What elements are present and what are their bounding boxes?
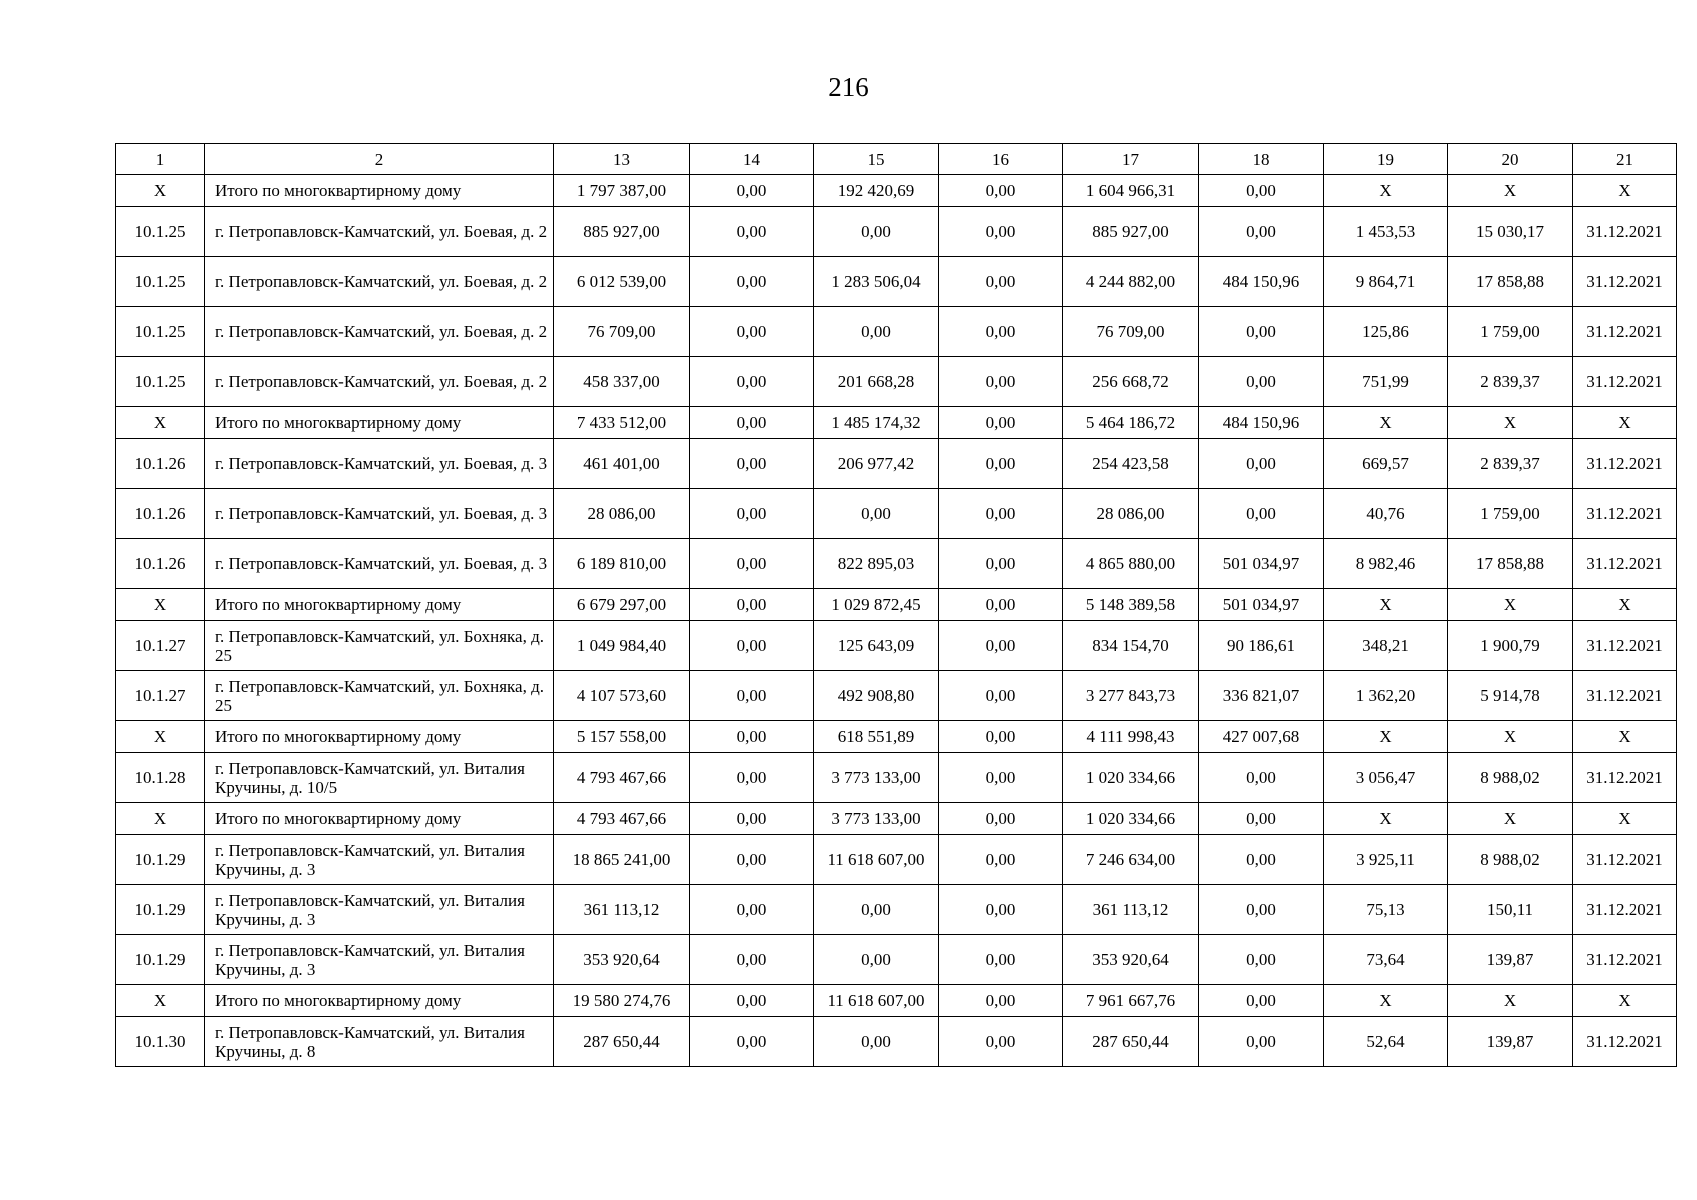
table-cell-col-20: Х: [1448, 175, 1573, 207]
table-cell-col-15: 0,00: [814, 207, 939, 257]
table-cell-col-15: 822 895,03: [814, 539, 939, 589]
table-cell-col-16: 0,00: [939, 357, 1063, 407]
table-row: [116, 357, 1677, 407]
table-cell-col-13: 6 012 539,00: [554, 257, 690, 307]
table-cell-col-20: Х: [1448, 721, 1573, 753]
table-cell-col-16: 0,00: [939, 175, 1063, 207]
table-row: [116, 671, 1677, 721]
table-cell-col-1: 10.1.25: [116, 357, 205, 407]
table-cell-col-15: 11 618 607,00: [814, 985, 939, 1017]
table-cell-col-16: 0,00: [939, 985, 1063, 1017]
table-cell-col-16: 0,00: [939, 885, 1063, 935]
table-row: [116, 307, 1677, 357]
table-header-row: [116, 144, 1677, 175]
table-cell-col-16: 0,00: [939, 835, 1063, 885]
address-cell: г. Петропавловск-Камчатский, ул. Боевая, д. 2: [205, 257, 554, 307]
address-cell: г. Петропавловск-Камчатский, ул. Виталия Кручины, д. 3: [205, 835, 554, 885]
table-cell-col-14: 0,00: [690, 357, 814, 407]
page-number: 216: [828, 72, 869, 102]
table-cell-col-16: 0,00: [939, 935, 1063, 985]
table-cell-col-19: 3 056,47: [1324, 753, 1448, 803]
table-cell-col-17: 4 111 998,43: [1063, 721, 1199, 753]
table-cell-col-17: 254 423,58: [1063, 439, 1199, 489]
table-row: [116, 489, 1677, 539]
table-cell-col-13: 361 113,12: [554, 885, 690, 935]
total-label-cell: Итого по многоквартирному дому: [205, 407, 554, 439]
table-cell-col-18: 0,00: [1199, 439, 1324, 489]
table-cell-col-18: 0,00: [1199, 489, 1324, 539]
column-number-col-17: 17: [1063, 144, 1199, 175]
total-label-cell: Итого по многоквартирному дому: [205, 803, 554, 835]
column-number-col-15: 15: [814, 144, 939, 175]
table-cell-col-17: 3 277 843,73: [1063, 671, 1199, 721]
table-cell-col-19: Х: [1324, 985, 1448, 1017]
table-cell-col-19: 9 864,71: [1324, 257, 1448, 307]
column-number-col-1: 1: [116, 144, 205, 175]
column-number-col-19: 19: [1324, 144, 1448, 175]
table-cell-col-13: 353 920,64: [554, 935, 690, 985]
table-cell-col-14: 0,00: [690, 257, 814, 307]
table-cell-col-21: 31.12.2021: [1573, 671, 1677, 721]
column-number-col-20: 20: [1448, 144, 1573, 175]
table-cell-col-19: 75,13: [1324, 885, 1448, 935]
address-cell: г. Петропавловск-Камчатский, ул. Боевая, д. 3: [205, 439, 554, 489]
table-cell-col-15: 125 643,09: [814, 621, 939, 671]
table-row: [116, 935, 1677, 985]
table-cell-col-21: Х: [1573, 175, 1677, 207]
table-cell-col-1: Х: [116, 721, 205, 753]
table-cell-col-16: 0,00: [939, 307, 1063, 357]
table-cell-col-17: 353 920,64: [1063, 935, 1199, 985]
address-cell: г. Петропавловск-Камчатский, ул. Виталия Кручины, д. 8: [205, 1017, 554, 1067]
table-cell-col-15: 1 029 872,45: [814, 589, 939, 621]
address-cell: г. Петропавловск-Камчатский, ул. Виталия Кручины, д. 3: [205, 885, 554, 935]
table-cell-col-15: 11 618 607,00: [814, 835, 939, 885]
table-cell-col-1: 10.1.29: [116, 835, 205, 885]
table-cell-col-21: 31.12.2021: [1573, 1017, 1677, 1067]
table-cell-col-1: Х: [116, 175, 205, 207]
table-cell-col-13: 885 927,00: [554, 207, 690, 257]
address-cell: г. Петропавловск-Камчатский, ул. Виталия Кручины, д. 10/5: [205, 753, 554, 803]
table-cell-col-21: 31.12.2021: [1573, 621, 1677, 671]
table-cell-col-1: Х: [116, 803, 205, 835]
address-cell: г. Петропавловск-Камчатский, ул. Виталия Кручины, д. 3: [205, 935, 554, 985]
table-cell-col-18: 0,00: [1199, 753, 1324, 803]
table-cell-col-1: 10.1.30: [116, 1017, 205, 1067]
column-number-col-16: 16: [939, 144, 1063, 175]
table-cell-col-15: 1 485 174,32: [814, 407, 939, 439]
table-cell-col-13: 4 793 467,66: [554, 753, 690, 803]
table-cell-col-16: 0,00: [939, 753, 1063, 803]
table-cell-col-14: 0,00: [690, 439, 814, 489]
table-cell-col-13: 76 709,00: [554, 307, 690, 357]
table-cell-col-18: 0,00: [1199, 835, 1324, 885]
table-cell-col-19: 73,64: [1324, 935, 1448, 985]
table-cell-col-15: 3 773 133,00: [814, 803, 939, 835]
table-cell-col-20: Х: [1448, 589, 1573, 621]
table-cell-col-13: 4 107 573,60: [554, 671, 690, 721]
table-cell-col-14: 0,00: [690, 175, 814, 207]
table-cell-col-18: 0,00: [1199, 803, 1324, 835]
table-cell-col-14: 0,00: [690, 307, 814, 357]
table-cell-col-13: 7 433 512,00: [554, 407, 690, 439]
address-cell: г. Петропавловск-Камчатский, ул. Боевая, д. 2: [205, 207, 554, 257]
table-cell-col-17: 4 244 882,00: [1063, 257, 1199, 307]
table-row: [116, 539, 1677, 589]
table-cell-col-19: 40,76: [1324, 489, 1448, 539]
table-cell-col-19: 669,57: [1324, 439, 1448, 489]
table-cell-col-13: 5 157 558,00: [554, 721, 690, 753]
table-total-row: [116, 721, 1677, 753]
table-cell-col-18: 0,00: [1199, 357, 1324, 407]
table-cell-col-21: Х: [1573, 985, 1677, 1017]
table-cell-col-20: 2 839,37: [1448, 439, 1573, 489]
column-number-col-18: 18: [1199, 144, 1324, 175]
table-cell-col-20: Х: [1448, 407, 1573, 439]
total-label-cell: Итого по многоквартирному дому: [205, 985, 554, 1017]
table-cell-col-14: 0,00: [690, 489, 814, 539]
column-number-col-21: 21: [1573, 144, 1677, 175]
table-cell-col-17: 1 020 334,66: [1063, 753, 1199, 803]
table-row: [116, 885, 1677, 935]
table-cell-col-17: 7 961 667,76: [1063, 985, 1199, 1017]
table-cell-col-20: 8 988,02: [1448, 753, 1573, 803]
table-cell-col-20: 139,87: [1448, 1017, 1573, 1067]
table-cell-col-21: 31.12.2021: [1573, 257, 1677, 307]
table-total-row: [116, 803, 1677, 835]
table-cell-col-20: 17 858,88: [1448, 257, 1573, 307]
table-cell-col-19: 751,99: [1324, 357, 1448, 407]
table-cell-col-18: 0,00: [1199, 207, 1324, 257]
total-label-cell: Итого по многоквартирному дому: [205, 175, 554, 207]
table-cell-col-17: 4 865 880,00: [1063, 539, 1199, 589]
table-cell-col-19: Х: [1324, 407, 1448, 439]
table-cell-col-18: 427 007,68: [1199, 721, 1324, 753]
table-total-row: [116, 589, 1677, 621]
table-cell-col-17: 5 148 389,58: [1063, 589, 1199, 621]
total-label-cell: Итого по многоквартирному дому: [205, 721, 554, 753]
table-cell-col-1: 10.1.27: [116, 621, 205, 671]
table-cell-col-17: 287 650,44: [1063, 1017, 1199, 1067]
table-cell-col-17: 7 246 634,00: [1063, 835, 1199, 885]
table-cell-col-18: 0,00: [1199, 935, 1324, 985]
table-cell-col-21: 31.12.2021: [1573, 753, 1677, 803]
table-cell-col-13: 1 049 984,40: [554, 621, 690, 671]
table-cell-col-16: 0,00: [939, 407, 1063, 439]
address-cell: г. Петропавловск-Камчатский, ул. Бохняка, д. 25: [205, 621, 554, 671]
table-cell-col-1: 10.1.25: [116, 257, 205, 307]
table-cell-col-14: 0,00: [690, 539, 814, 589]
table-cell-col-18: 501 034,97: [1199, 589, 1324, 621]
table-row: [116, 1017, 1677, 1067]
table-cell-col-21: Х: [1573, 803, 1677, 835]
table-cell-col-18: 0,00: [1199, 307, 1324, 357]
table-cell-col-14: 0,00: [690, 753, 814, 803]
table-cell-col-15: 0,00: [814, 307, 939, 357]
table-cell-col-19: 348,21: [1324, 621, 1448, 671]
table-cell-col-19: 1 362,20: [1324, 671, 1448, 721]
table-cell-col-16: 0,00: [939, 589, 1063, 621]
table-cell-col-14: 0,00: [690, 671, 814, 721]
table-cell-col-19: 3 925,11: [1324, 835, 1448, 885]
table-cell-col-13: 287 650,44: [554, 1017, 690, 1067]
table-cell-col-16: 0,00: [939, 439, 1063, 489]
table-cell-col-1: Х: [116, 589, 205, 621]
data-table: [115, 143, 1677, 1067]
table-cell-col-21: 31.12.2021: [1573, 307, 1677, 357]
table-cell-col-18: 0,00: [1199, 175, 1324, 207]
table-cell-col-1: 10.1.26: [116, 489, 205, 539]
table-cell-col-15: 3 773 133,00: [814, 753, 939, 803]
table-cell-col-16: 0,00: [939, 539, 1063, 589]
table-cell-col-13: 458 337,00: [554, 357, 690, 407]
address-cell: г. Петропавловск-Камчатский, ул. Боевая, д. 2: [205, 307, 554, 357]
table-cell-col-14: 0,00: [690, 589, 814, 621]
table-cell-col-19: 8 982,46: [1324, 539, 1448, 589]
table-row: [116, 257, 1677, 307]
column-number-col-13: 13: [554, 144, 690, 175]
table-cell-col-13: 19 580 274,76: [554, 985, 690, 1017]
table-cell-col-14: 0,00: [690, 935, 814, 985]
address-cell: г. Петропавловск-Камчатский, ул. Боевая, д. 3: [205, 489, 554, 539]
table-cell-col-1: Х: [116, 985, 205, 1017]
table-cell-col-1: 10.1.29: [116, 885, 205, 935]
table-cell-col-20: 17 858,88: [1448, 539, 1573, 589]
table-cell-col-20: 2 839,37: [1448, 357, 1573, 407]
table-cell-col-1: Х: [116, 407, 205, 439]
table-cell-col-1: 10.1.25: [116, 207, 205, 257]
table-cell-col-19: 1 453,53: [1324, 207, 1448, 257]
table-cell-col-18: 90 186,61: [1199, 621, 1324, 671]
table-cell-col-17: 256 668,72: [1063, 357, 1199, 407]
table-cell-col-18: 501 034,97: [1199, 539, 1324, 589]
table-cell-col-19: Х: [1324, 589, 1448, 621]
table-cell-col-14: 0,00: [690, 207, 814, 257]
table-cell-col-17: 28 086,00: [1063, 489, 1199, 539]
table-cell-col-20: Х: [1448, 985, 1573, 1017]
total-label-cell: Итого по многоквартирному дому: [205, 589, 554, 621]
table-cell-col-20: Х: [1448, 803, 1573, 835]
table-cell-col-15: 0,00: [814, 1017, 939, 1067]
table-cell-col-13: 4 793 467,66: [554, 803, 690, 835]
table-row: [116, 439, 1677, 489]
table-cell-col-1: 10.1.28: [116, 753, 205, 803]
table-cell-col-14: 0,00: [690, 1017, 814, 1067]
table-cell-col-13: 461 401,00: [554, 439, 690, 489]
table-cell-col-17: 1 020 334,66: [1063, 803, 1199, 835]
table-total-row: [116, 407, 1677, 439]
table-cell-col-18: 484 150,96: [1199, 407, 1324, 439]
table-cell-col-15: 1 283 506,04: [814, 257, 939, 307]
table-cell-col-1: 10.1.26: [116, 539, 205, 589]
table-cell-col-15: 192 420,69: [814, 175, 939, 207]
address-cell: г. Петропавловск-Камчатский, ул. Боевая, д. 3: [205, 539, 554, 589]
table-total-row: [116, 175, 1677, 207]
table-cell-col-13: 1 797 387,00: [554, 175, 690, 207]
table-cell-col-21: Х: [1573, 589, 1677, 621]
table-cell-col-20: 15 030,17: [1448, 207, 1573, 257]
table-cell-col-1: 10.1.29: [116, 935, 205, 985]
table-row: [116, 621, 1677, 671]
table-cell-col-20: 1 900,79: [1448, 621, 1573, 671]
table-cell-col-19: Х: [1324, 175, 1448, 207]
table-cell-col-18: 0,00: [1199, 885, 1324, 935]
table-cell-col-17: 885 927,00: [1063, 207, 1199, 257]
table-cell-col-14: 0,00: [690, 985, 814, 1017]
table-cell-col-16: 0,00: [939, 257, 1063, 307]
table-cell-col-14: 0,00: [690, 407, 814, 439]
table-cell-col-18: 336 821,07: [1199, 671, 1324, 721]
table-cell-col-14: 0,00: [690, 621, 814, 671]
table-cell-col-20: 1 759,00: [1448, 307, 1573, 357]
table-cell-col-16: 0,00: [939, 621, 1063, 671]
table-cell-col-13: 28 086,00: [554, 489, 690, 539]
table-cell-col-20: 1 759,00: [1448, 489, 1573, 539]
table-cell-col-13: 6 679 297,00: [554, 589, 690, 621]
table-cell-col-21: 31.12.2021: [1573, 207, 1677, 257]
table-cell-col-21: 31.12.2021: [1573, 935, 1677, 985]
table-cell-col-13: 18 865 241,00: [554, 835, 690, 885]
table-cell-col-1: 10.1.27: [116, 671, 205, 721]
table-cell-col-17: 834 154,70: [1063, 621, 1199, 671]
address-cell: г. Петропавловск-Камчатский, ул. Бохняка, д. 25: [205, 671, 554, 721]
table-cell-col-16: 0,00: [939, 1017, 1063, 1067]
table-cell-col-19: 52,64: [1324, 1017, 1448, 1067]
table-cell-col-16: 0,00: [939, 489, 1063, 539]
table-cell-col-21: 31.12.2021: [1573, 357, 1677, 407]
table-cell-col-15: 492 908,80: [814, 671, 939, 721]
table-cell-col-19: Х: [1324, 721, 1448, 753]
table-cell-col-15: 0,00: [814, 885, 939, 935]
table-cell-col-20: 150,11: [1448, 885, 1573, 935]
table-cell-col-20: 8 988,02: [1448, 835, 1573, 885]
table-cell-col-15: 618 551,89: [814, 721, 939, 753]
table-cell-col-16: 0,00: [939, 803, 1063, 835]
table-row: [116, 207, 1677, 257]
table-cell-col-14: 0,00: [690, 803, 814, 835]
table-cell-col-21: 31.12.2021: [1573, 439, 1677, 489]
table-cell-col-21: 31.12.2021: [1573, 885, 1677, 935]
table-cell-col-15: 201 668,28: [814, 357, 939, 407]
table-cell-col-1: 10.1.25: [116, 307, 205, 357]
column-number-col-14: 14: [690, 144, 814, 175]
table-cell-col-14: 0,00: [690, 885, 814, 935]
table-cell-col-15: 206 977,42: [814, 439, 939, 489]
table-cell-col-18: 0,00: [1199, 1017, 1324, 1067]
table-cell-col-13: 6 189 810,00: [554, 539, 690, 589]
table-row: [116, 753, 1677, 803]
table-cell-col-17: 1 604 966,31: [1063, 175, 1199, 207]
table-cell-col-14: 0,00: [690, 721, 814, 753]
table-cell-col-14: 0,00: [690, 835, 814, 885]
table-cell-col-21: 31.12.2021: [1573, 489, 1677, 539]
table-cell-col-16: 0,00: [939, 671, 1063, 721]
table-total-row: [116, 985, 1677, 1017]
table-cell-col-17: 5 464 186,72: [1063, 407, 1199, 439]
table-cell-col-1: 10.1.26: [116, 439, 205, 489]
table-row: [116, 835, 1677, 885]
table-cell-col-19: Х: [1324, 803, 1448, 835]
table-cell-col-16: 0,00: [939, 721, 1063, 753]
table-cell-col-18: 484 150,96: [1199, 257, 1324, 307]
table-cell-col-21: 31.12.2021: [1573, 835, 1677, 885]
table-cell-col-20: 5 914,78: [1448, 671, 1573, 721]
table-cell-col-17: 361 113,12: [1063, 885, 1199, 935]
table-cell-col-18: 0,00: [1199, 985, 1324, 1017]
address-cell: г. Петропавловск-Камчатский, ул. Боевая, д. 2: [205, 357, 554, 407]
table-cell-col-20: 139,87: [1448, 935, 1573, 985]
table-cell-col-15: 0,00: [814, 489, 939, 539]
table-cell-col-19: 125,86: [1324, 307, 1448, 357]
table-cell-col-16: 0,00: [939, 207, 1063, 257]
table-cell-col-17: 76 709,00: [1063, 307, 1199, 357]
table-cell-col-21: Х: [1573, 407, 1677, 439]
table-cell-col-21: 31.12.2021: [1573, 539, 1677, 589]
column-number-col-2: 2: [205, 144, 554, 175]
table-cell-col-15: 0,00: [814, 935, 939, 985]
table-cell-col-21: Х: [1573, 721, 1677, 753]
